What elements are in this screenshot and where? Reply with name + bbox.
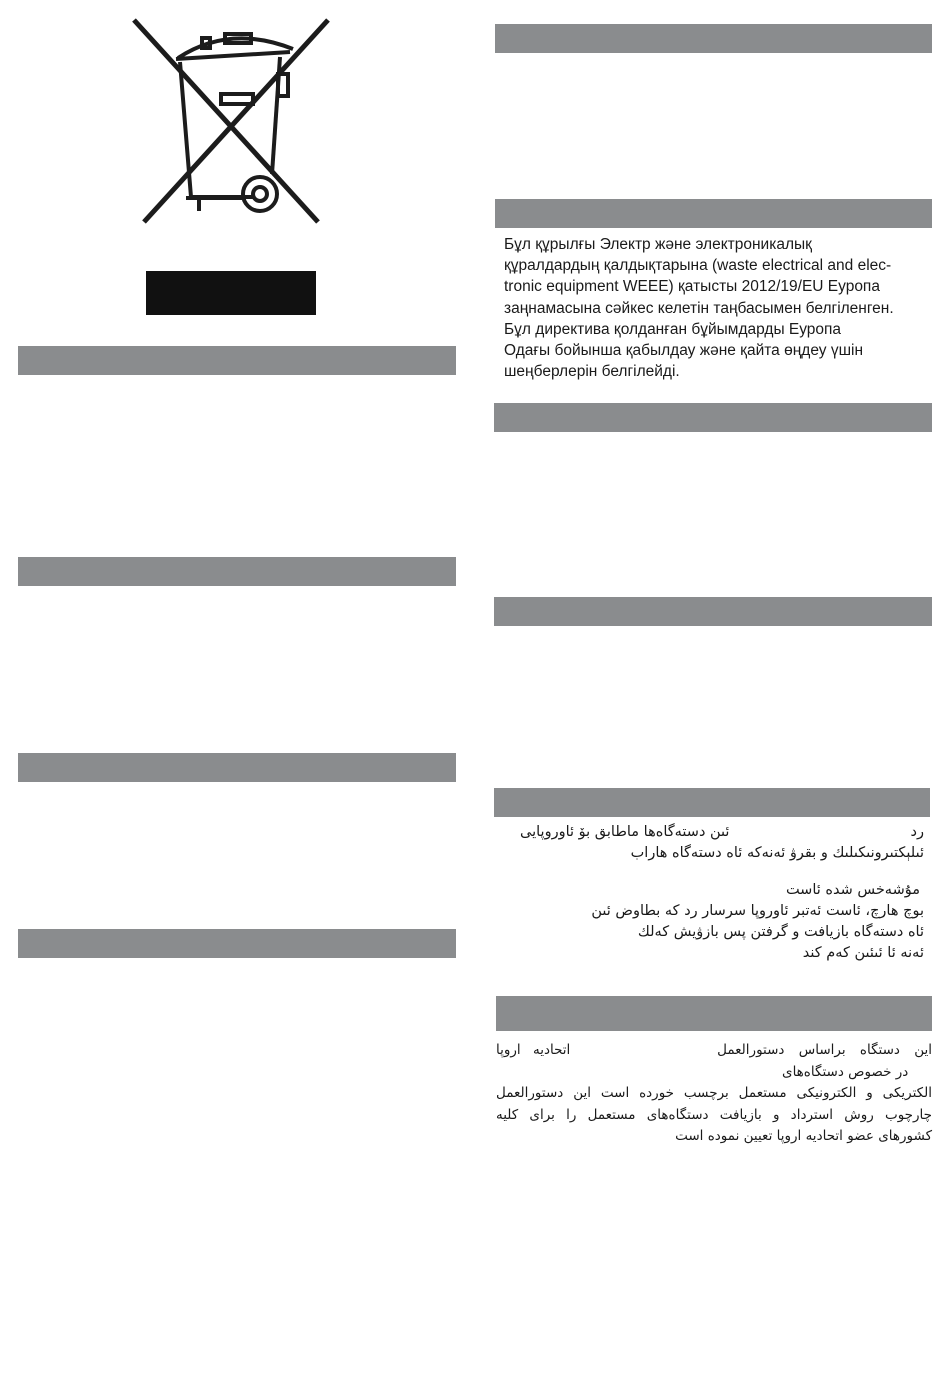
section-header-bar (18, 929, 456, 958)
section-header-bar (495, 24, 932, 53)
kazakh-line: Одағы бойынша қабылдау және қайта өңдеу үшін (504, 342, 864, 360)
persian-line: اتحادیه اروپا (496, 1042, 571, 1058)
uyghur-line: بوچ هارچ، ئاست ئه‌تبر ئاوروپا سرسار رد كه بطاوض ئىن (591, 903, 924, 919)
persian-line: در خصوص دستگاه‌های (782, 1063, 909, 1080)
kazakh-line: tronic equipment WEEE) қатысты 2012/19/EU Еуропа (504, 278, 880, 296)
black-bar-marking (146, 271, 316, 315)
persian-line: الکتریکی و الکترونیکی مستعمل برچسب خورده است این دستورالعمل (496, 1085, 932, 1101)
kazakh-line: құралдардың қалдықтарына (waste electrical and elec- (504, 257, 892, 275)
uyghur-line: ئه‌نه ئا ئىئىن كەم كند (802, 945, 924, 961)
section-header-bar (18, 346, 456, 375)
persian-line: کشورهای عضو اتحادیه اروپا تعیین نموده است (675, 1128, 932, 1144)
section-header-bar (494, 597, 932, 626)
section-header-bar (494, 403, 932, 432)
persian-line: چارچوب روش استرداد و بازیافت دستگاه‌های مستعمل را برای کلیه (496, 1106, 932, 1123)
section-header-bar (495, 199, 932, 228)
uyghur-line: رد (910, 824, 924, 840)
uyghur-line: مۇشه‌خس شده‌ ئاست (785, 882, 920, 898)
section-header-bar (496, 996, 932, 1031)
persian-weee-notice (496, 1040, 932, 1148)
kazakh-line: Бұл директива қолданған бұйымдарды Еуропа (504, 320, 842, 338)
uyghur-line: ئىن دسته‌گاه‌ها ماطابق بۆ ئاوروپايى (520, 824, 730, 840)
kazakh-line: заңнамасына сәйкес келетін таңбасымен белгіленген. (504, 299, 894, 317)
uyghur-line: ئاه دسته‌گاه بازيافت و گرفتن پس بازۋيش كەلك (637, 924, 924, 940)
section-header-bar (494, 788, 930, 817)
kazakh-weee-notice (504, 234, 924, 382)
section-header-bar (18, 753, 456, 782)
kazakh-line: шеңберлерін белгілейді. (504, 363, 680, 381)
uyghur-weee-notice (500, 822, 924, 964)
persian-line: این دستگاه براساس دستورالعمل (717, 1042, 932, 1058)
section-header-bar (18, 557, 456, 586)
uyghur-line: ئىلېكتىرونىكىلىك و بقرۋ ئه‌نه‌كه ئاه دسته‌گاه ھاراب (630, 845, 924, 861)
kazakh-line: Бұл құрылғы Электр және электроникалық (504, 236, 812, 253)
crossed-out-wheelie-bin-icon (128, 14, 334, 230)
